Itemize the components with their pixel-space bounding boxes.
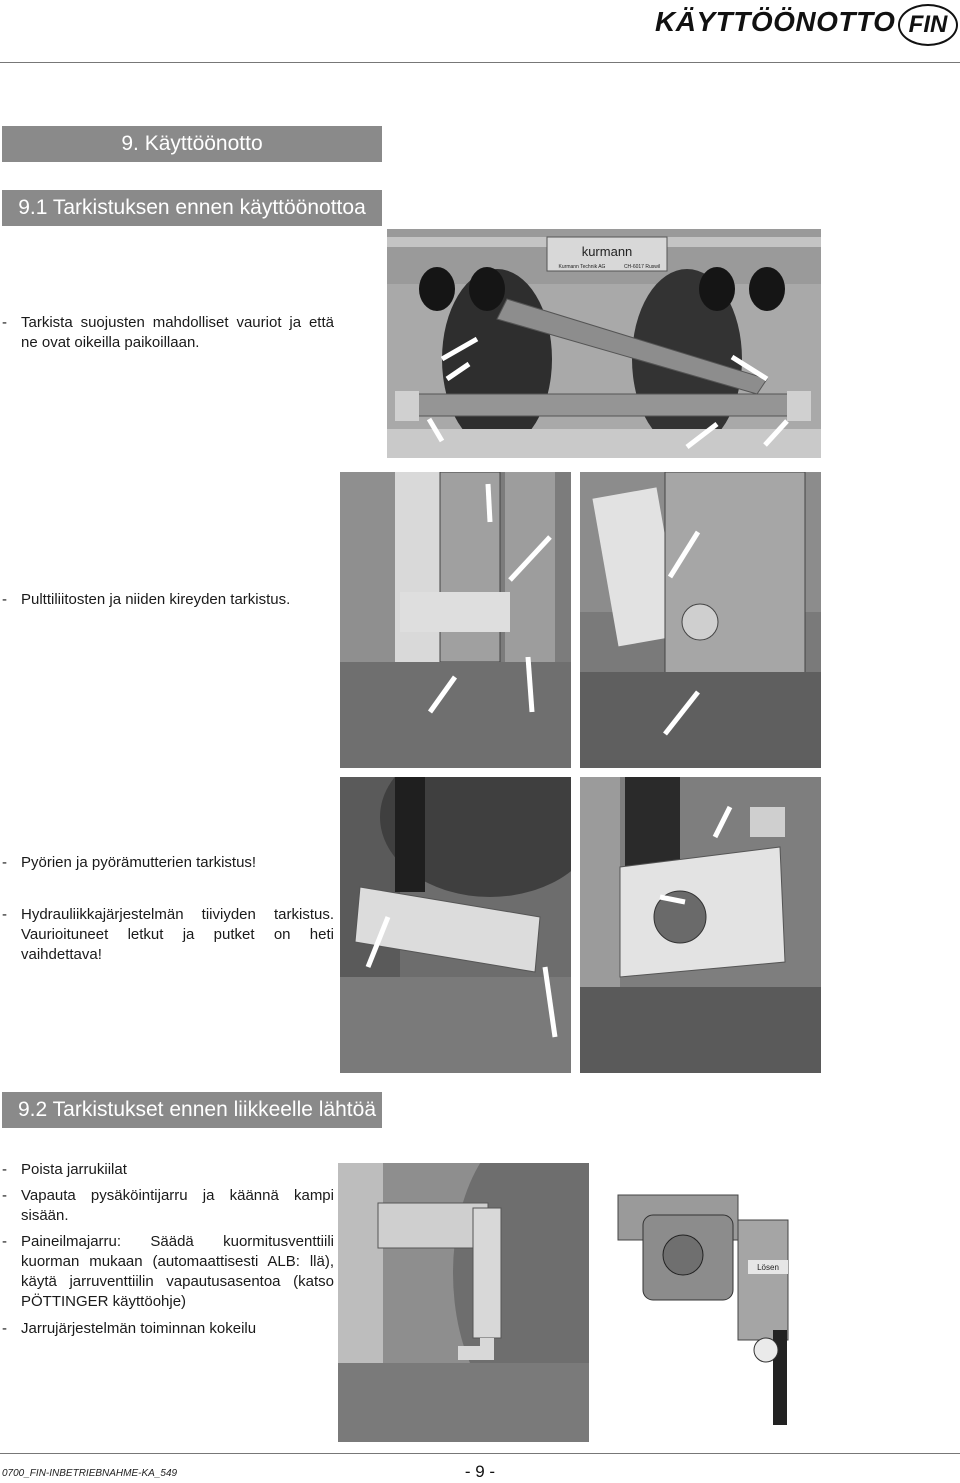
- list-item: [2, 905, 334, 965]
- list-dash: -: [2, 1233, 7, 1250]
- list-item-text: Pyörien ja pyörämutterien tarkistus!: [21, 854, 257, 871]
- list-item: [2, 853, 334, 873]
- footer-document-code: 0700_FIN-INBETRIEBNAHME-KA_549: [2, 1468, 178, 1479]
- kurmann-logo: kurmann: [581, 244, 633, 259]
- subsection-title-9-1: 9.1 Tarkistuksen ennen käyttöönottoa: [2, 190, 382, 226]
- list-dash: -: [2, 854, 7, 871]
- list-dash: -: [2, 1161, 7, 1178]
- list-item-text: Vapauta pysäköintijarru ja käännä kampi sisään.: [21, 1187, 334, 1224]
- page-number: - 9 -: [464, 1462, 496, 1481]
- photo-bolt-connections-right: [580, 472, 821, 768]
- list-dash: -: [2, 591, 7, 608]
- list-item-text: Pulttiliitosten ja niiden kireyden tarkistus.: [21, 591, 291, 608]
- list-item-text: Hydrauliikkajärjestelmän tiiviyden tarkistus. Vaurioituneet letkut ja putket on heti vaihdettava!: [21, 906, 334, 963]
- page-header-title: KÄYTTÖÖNOTTO: [655, 6, 896, 37]
- photo-bolt-connections-left: [340, 472, 571, 768]
- list-item-text: Paineilmajarru: Säädä kuormitusventtiili kuorman mukaan (automaattisesti ALB: llä), käytä jarruventtiilin vapautusasentoa (katso PÖTTINGER käyttöohje): [21, 1233, 334, 1310]
- list-item: [2, 590, 334, 610]
- photo-hydraulics-right: [580, 777, 821, 1073]
- list-item: [2, 1186, 334, 1226]
- subsection-title-9-2: 9.2 Tarkistukset ennen liikkeelle lähtöä: [2, 1092, 382, 1128]
- list-item: [2, 313, 334, 353]
- list-dash: -: [2, 1320, 7, 1337]
- list-item-text: Poista jarrukiilat: [21, 1161, 127, 1178]
- list-dash: -: [2, 1187, 7, 1204]
- list-item: [2, 1319, 334, 1339]
- section-title: 9. Käyttöönotto: [2, 126, 382, 162]
- photo-hydraulics-left: [340, 777, 571, 1073]
- photo-brake-valve: [598, 1180, 812, 1430]
- plate-text: Kurmann Technik AG: [558, 264, 606, 270]
- list-dash: -: [2, 906, 7, 923]
- release-label: Lösen: [757, 1263, 779, 1272]
- header-divider: [0, 62, 960, 63]
- plate-serial: CH-6017 Ruswil: [623, 264, 661, 270]
- list-item-text: Jarrujärjestelmän toiminnan kokeilu: [21, 1320, 257, 1337]
- photo-parking-brake-crank: [338, 1163, 589, 1442]
- list-item: [2, 1160, 334, 1180]
- language-badge: FIN: [898, 4, 958, 46]
- list-dash: -: [2, 314, 7, 331]
- list-item-text: Tarkista suojusten mahdolliset vauriot ja että ne ovat oikeilla paikoillaan.: [21, 314, 334, 351]
- photo-drawbar-accumulators: [387, 229, 821, 458]
- list-item: [2, 1232, 334, 1312]
- footer-divider: [0, 1453, 960, 1454]
